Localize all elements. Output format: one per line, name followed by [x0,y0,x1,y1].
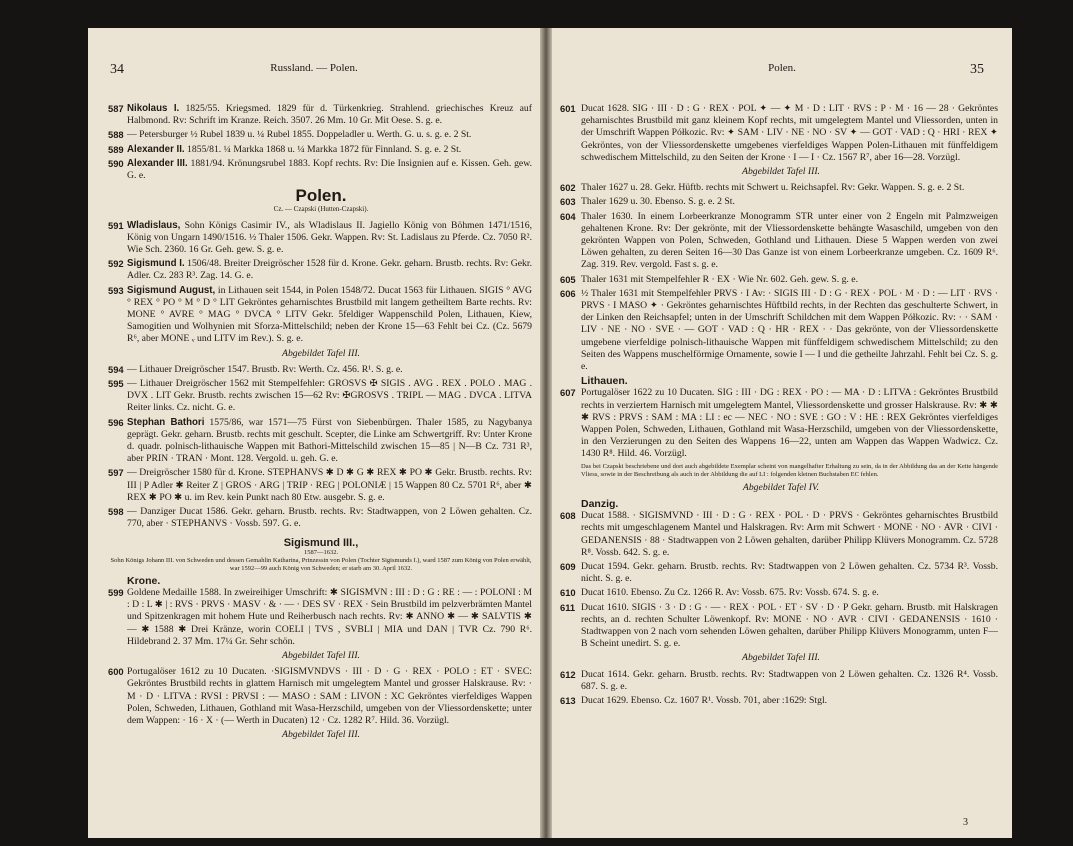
entry-text: Ducat 1610. SIGIS · 3 · D : G · — · REX · POL · ET · SV · D · P Gekr. geharn. Brustb. mit Halskragen rechts, an d. rechten Schulter Löwenkopf. Rv: MONE · NO · AVR · CIVI · GEDANENSIS · 1610 · Stadtwappen von 2 nach vorn sehenden Löwen gehalten, darüber Philipp Klüvers Monogramm, unten F—B Scheint unedirt. S. g. e. [581,601,998,650]
catalog-entry [560,560,998,585]
ruler-heading: Sigismund III., [283,536,359,549]
entry-number: 611 [560,601,576,613]
section-note: Cz. — Czapski (Hutten-Czapski). [273,205,369,214]
signature-mark: 3 [963,817,968,828]
catalog-entry [110,129,532,141]
entry-ruler-name: Sigismund August, [127,284,216,296]
catalog-entry [560,510,998,559]
ruler-years: 1587—1632. [303,548,339,556]
entry-ruler-name: Nikolaus I. [127,103,180,114]
plate-caption: Abgebildet Tafel IV. [742,481,820,493]
entry-number: 605 [560,273,576,285]
catalog-entry [110,378,532,415]
catalog-entry [560,273,998,286]
entries-group [110,364,532,531]
entries-group [110,220,532,346]
catalog-entry [560,103,998,164]
entry-text: — Lithauer Dreigröscher 1562 mit Stempelfehler: GROSVS ✠ SIGIS . AVG . REX . POLO . MAG . DVX . LIT Gekr. Brustb. rechts zwischen 15—62 Rv: ✠GROSVS . TRIPL — MAG . DVCA . LITVA Reiter links. Cz. nicht. G. e. [127,378,532,414]
entry-ruler-name: Alexander III. [127,157,188,169]
entry-ruler-name: Stephan Bathori [127,416,205,428]
entry-number: 599 [108,586,124,598]
entry-number: 588 [108,129,124,141]
entry-number: 589 [108,143,124,155]
plate-caption: Abgebildet Tafel III. [742,652,820,664]
catalog-entry [110,467,532,504]
footnote: Das bei Czapski beschriebene und dort auch abgebildete Exemplar scheint von mangelhafter Erhaltung zu sein, da in der Abbildung das an der Kette hängende Vliess, sowie in der Beschreibung als auch in der Abbildung die auf LI : folgenden kleinen Buchstaben EC fehlen. [581,462,998,478]
subheading-danzig: Danzig. [581,497,619,510]
entries-group [560,668,998,708]
left-page [88,28,540,838]
entry-text: Ducat 1610. Ebenso. Zu Cz. 1266 R. Av: Vossb. 675. Rv: Vossb. 674. S. g. e. [581,587,879,599]
entry-ruler-name: Sigismund I. [127,258,185,270]
entry-number: 613 [560,694,576,706]
entry-text: ½ Thaler 1631 mit Stempelfehler PRVS · I Av: · SIGIS III · D : G · REX · POL · M · D : — LIT · RVS · PRVS · I MASO ✦ · Gekröntes geharnischtes Hüftbild rechts, in der Rechten das geschulterte Schwert, in der Linken den Reichsapfel; unten in der Umschrift Schildchen mit dem Wappen Półkozic. Rv: · · SAM · LIV · NE · NO · SVE · — GOT · VAD : Q · HR · REX · · Das gekrönte, von der Vliessordenskette umgebene vierfeldige polnisch-lithauische Wappen mit fünffeldigem schwedischem Mittelschild; zu den Seiten des Wappens muschelförmige Ornamente, sowie I — I und die getheilte Jahrzahl. Fehlt bei Cz. S. g. e. [581,287,998,373]
plate-caption: Abgebildet Tafel III. [282,729,360,741]
catalog-entry [110,158,532,182]
entry-number: 609 [560,560,576,572]
running-head-left: Russland. — Polen. [270,62,358,74]
entry-text: Ducat 1628. SIG · III · D : G · REX · POL ✦ — ✦ M · D : LIT · RVS : P · M · 16 — 28 · Gekröntes geharnischtes Brustbild mit ganz kleinem Kopf rechts, mit umgelegtem Mantel und Vliessorden, unten in der Umschrift Wappen Półkozic. Rv: ✦ SAM · LIV · NE · NO · SV ✦ — GOT · VAD : Q · HRI · REX ✦ Gekröntes, von der Vliessordenskette umgebenes vierfeldiges Wappen Polen-Lithauen mit fünffeldigem schwedischem Mittelschild, zu den Seiten der Krone · I — I · Cz. 1567 R⁷, aber 16—28. Vorzügl. [581,103,998,163]
ruler-note: Sohn Königs Johann III. von Schweden und dessen Gemahlin Katharina, Prinzessin von Polen (Tochter Sigismunds I.), ward 1587 zum König von Polen erwählt, war 1592—99 auch König von Schweden; er starb am 30. April 1632. [110,556,532,572]
entries-group [560,510,998,650]
subheading-lithauen: Lithauen. [581,375,628,388]
entry-number: 607 [560,387,576,399]
catalog-entry [110,587,532,648]
entries-group [110,666,532,727]
catalog-entry [560,182,998,194]
entry-number: 601 [560,103,576,114]
entry-number: 602 [560,182,576,194]
entry-number: 600 [108,666,124,678]
left-page-body [110,103,532,745]
entry-text: Thaler 1627 u. 28. Gekr. Hüftb. rechts mit Schwert u. Reichsapfel. Rv: Gekr. Wappen. S. g. e. 2 St. [581,182,965,194]
entry-text: — Petersburger ½ Rubel 1839 u. ¼ Rubel 1855. Doppeladler u. Werth. G. u. s. g. e. 2 St. [127,129,472,141]
entry-number: 592 [108,258,124,270]
plate-caption: Abgebildet Tafel III. [282,347,360,359]
entries-group [110,103,532,182]
entry-text: — Dreigröscher 1580 für d. Krone. STEPHANVS ✱ D ✱ G ✱ REX ✱ PO ✱ Gekr. Brustb. rechts. Rv: III | P Adler ✱ Reiter Z | GROS · ARG | TRIP · REG | POLONIÆ | 15 Wappen 80 Cz. 5701 R⁶, aber ✱ REX ✱ PO ✱ u. im Rev. kein Punkt nach 80 Etw. ausgebr. S. g. e. [127,467,532,503]
entry-number: 590 [108,157,124,169]
entry-text: — Lithauer Dreigröscher 1547. Brustb. Rv: Werth. Cz. 456. R¹. S. g. e. [127,363,403,375]
entries-group [110,587,532,648]
entry-text: Ducat 1588. · SIGISMVND · III · D : G · REX · POL · D · PRVS · Gekröntes geharnischtes Brustbild rechts mit umgeschlagenem Mantel und Halskragen. Rv: Arm mit Schwert · MONE · NO · AVR · CIVI · GEDANENSIS · 88 · Stadtwappen von 2 Löwen gehalten, darüber Philipp Klüvers Monogramm. Cz. 5728 R⁸. Vossb. 642. S. g. e. [581,510,998,558]
catalog-entry [110,258,532,282]
catalog-entry [110,144,532,156]
catalog-entry [110,103,532,127]
entry-number: 610 [560,587,576,599]
entry-number: 603 [560,196,576,208]
running-head-right: Polen. [768,62,796,74]
plate-caption: Abgebildet Tafel III. [282,649,360,661]
entries-group [560,182,998,373]
catalog-entry [560,601,998,651]
catalog-entry [110,285,532,346]
entry-text: Goldene Medaille 1588. In zweireihiger Umschrift: ✱ SIGISMVN : III : D : G : RE : — : POLONI : M : D : L ✱ | : RVS · PRVS · MASV · & · — · DES SV · REX · Sein Brustbild im pelzverbrämten Mantel und Spitzenkragen mit hohem Hute und Reiherbusch nach rechts. Rv: ✱ ANNO ✱ — ✱ SALVTIS ✱ — ✱ 1588 ✱ Drei Kränze, worin COELI | TVS , SVBLI | MIA und DAN | TVR Cz. 790 R⁶. Hildebrand 2. 37 Mm. 17¼ Gr. Sehr schön. [127,586,532,647]
section-title: Polen. [295,186,347,206]
catalog-entry [560,694,998,707]
catalog-entry [560,210,998,272]
entry-number: 606 [560,287,576,299]
catalog-entry [560,387,998,460]
catalog-entry [560,668,998,693]
catalog-entry [110,506,532,530]
entry-text: Ducat 1614. Gekr. geharn. Brustb. rechts. Rv: Stadtwappen von 2 Löwen gehalten. Cz. 1326 R⁴. Vossb. 687. S. g. e. [581,668,998,692]
entry-ruler-name: Alexander II. [127,143,185,155]
page-number-right: 35 [970,62,984,77]
entry-text: Portugalöser 1612 zu 10 Ducaten. ·SIGISMVNDVS · III · D · G · REX · POLO : ET · SVEC: Gekröntes Brustbild rechts in glattem Harnisch mit umgelegtem Mantel und grosser Halskrause. Rv: · M · D · LITVA : RVSI : PRVSI : — MASO : SAM : LIVON : XC Gekröntes vierfeldiges Wappen Polen, Schweden, Lithauen, Gothland mit Wasa-Herzschild, umgeben von der Vliessordenskette; unter dem Wappen: · 16 · X · (— Werth in Ducaten) 12 · Cz. 1282 R⁷. Hild. 36. Vorzügl. [127,666,532,726]
subheading-krone: Krone. [127,574,161,587]
entry-number: 595 [108,378,124,390]
entry-text: Ducat 1594. Gekr. geharn. Brustb. rechts. Rv: Stadtwappen von 2 Löwen gehalten. Cz. 5734 R³. Vossb. nicht. S. g. e. [581,560,998,585]
entry-number: 598 [108,506,124,518]
entry-number: 593 [108,284,124,296]
entry-number: 594 [108,363,124,375]
entries-group [560,387,998,460]
entry-text: Portugalöser 1622 zu 10 Ducaten. SIG : III · DG : REX · PO : — MA · D : LITVA : Gekröntes Brustbild rechts in verziertem Harnisch mit umgelegtem Mantel, Vliessordenskette und grosser Halskrause. Rv: ✱ ✱ ✱ RVS : PRVS : SAM : MA : LI : ec — NEC · NO : SVE : GO : V : HE : REX Gekröntes vierfeldiges Wappen Polen, Schweden, Lithauen, Gothland mit Wasa-Herzschild, umgeben von der Vliessordenskette, in den Verzierungen zu den Seiten des Wappens 16—22, unten am Wappen das Wappen Wadwicz. Cz. 1430 R⁸. Hild. 46. Vorzügl. [581,387,998,460]
entry-number: 612 [560,668,576,680]
right-page [552,28,1012,838]
catalog-entry [560,587,998,599]
entry-text: in Lithauen seit 1544, in Polen 1548/72. Ducat 1563 für Lithauen. SIGIS ° AVG ° REX ° PO ° M ° D ° LIT Gekröntes geharnischtes Brustbild mit langem getheiltem Barte rechts. Rv: MONE ° AVRE ° MAG ° DVCA ° LITV Gekr. 5feldiger Wappenschild Polen, Lithauen, Kiew, Samogitien und Wolhynien mit Sforza-Mittelschild; neben der Krone 15—63 Fehlt bei Cz. (Cz. 5679 R⁶, aber MONE ᵥ und LITV im Rev.). S. g. e. [127,284,532,345]
entry-number: 591 [108,219,124,231]
entry-number: 608 [560,510,576,522]
page-number-left: 34 [110,62,124,77]
plate-caption: Abgebildet Tafel III. [742,166,820,178]
catalog-entry [560,287,998,373]
entry-text: 1881/94. Krönungsrubel 1883. Kopf rechts. Rv: Die Insignien auf e. Kissen. Geh. gew. G. e. [127,157,532,182]
entry-text: 1575/86, war 1571—75 Fürst von Siebenbürgen. Thaler 1585, zu Nagybanya geprägt. Gekr. geharn. Brustb. rechts mit geschult. Scepter, die Linke am Schwertgriff. Rv: Unter Krone d. quadr. polnisch-lithauische Wappen mit Bathori-Mittelschild zwischen 15—85 | N—B Cz. 731 R³, aber PRIN · TRAN · Mont. 128. Vergold. u. geh. G. e. [127,416,532,465]
entry-text: — Danziger Ducat 1586. Gekr. geharn. Brustb. rechts. Rv: Stadtwappen, von 2 Löwen gehalten. Cz. 770, aber · STEPHANVS · Vossb. 597. G. e. [127,506,532,530]
entry-text: Thaler 1629 u. 30. Ebenso. S. g. e. 2 St. [581,196,735,208]
entry-number: 604 [560,210,576,222]
catalog-entry [560,196,998,208]
entry-number: 597 [108,467,124,479]
entry-text: Thaler 1630. In einem Lorbeerkranze Monogramm STR unter einer von 2 Engeln mit Palmzweigen gehaltenen Krone. Rv: Der gekrönte, mit der Vliessordenskette behängte Wasaschild, umgeben von den gekrönten Wappen von Polen, Schweden, Gothland und Lithauen. Diese 5 Wappen werden von zwei Löwen gehalten, zu deren Seiten 16—30 Das Ganze ist von einem Lorbeerkranze umgeben. Cz. 1609 R⁶. Zag. 319. Rev. vergold. Fast s. g. e. [581,210,998,271]
entry-ruler-name: Wladislaus, [127,219,181,231]
entry-number: 587 [108,103,124,114]
entry-text: Ducat 1629. Ebenso. Cz. 1607 R¹. Vossb. 701, aber :1629: Stgl. [581,694,828,706]
entry-text: Thaler 1631 mit Stempelfehler R · EX · Wie Nr. 602. Geh. gew. S. g. e. [581,273,858,285]
right-page-body [560,103,998,709]
catalog-entry [110,364,532,376]
entry-text: Sohn Königs Casimir IV., als Wladislaus II. Jagiello König von Böhmen 1471/1516, König von Ungarn 1490/1516. ½ Thaler 1506. Gekr. Wappen. Rv: St. Ladislaus zu Pferde. Cz. 7050 R². Wie Sch. 2360. 16 Gr. Geh. gew. S. g. e. [127,219,532,256]
book-gutter [540,28,552,838]
entry-number: 596 [108,416,124,428]
entry-text: 1825/55. Kriegsmed. 1829 für d. Türkenkrieg. Strahlend. griechisches Kreuz auf Halbmond. Rv: Schrift im Kranze. Reich. 3507. 26 Mm. 10 Gr. Mit Oese. S. g. e. [127,103,532,127]
entries-group [560,103,998,164]
catalog-entry [110,666,532,727]
catalog-entry [110,220,532,257]
entry-text: 1855/81. ¼ Markka 1868 u. ¼ Markka 1872 für Finnland. S. g. e. 2 St. [184,143,462,155]
catalog-entry [110,417,532,466]
entry-text: 1506/48. Breiter Dreigröscher 1528 für d. Krone. Gekr. geharn. Brustb. rechts. Rv: Gekr. Adler. Cz. 283 R³. Zag. 14. G. e. [127,258,533,282]
